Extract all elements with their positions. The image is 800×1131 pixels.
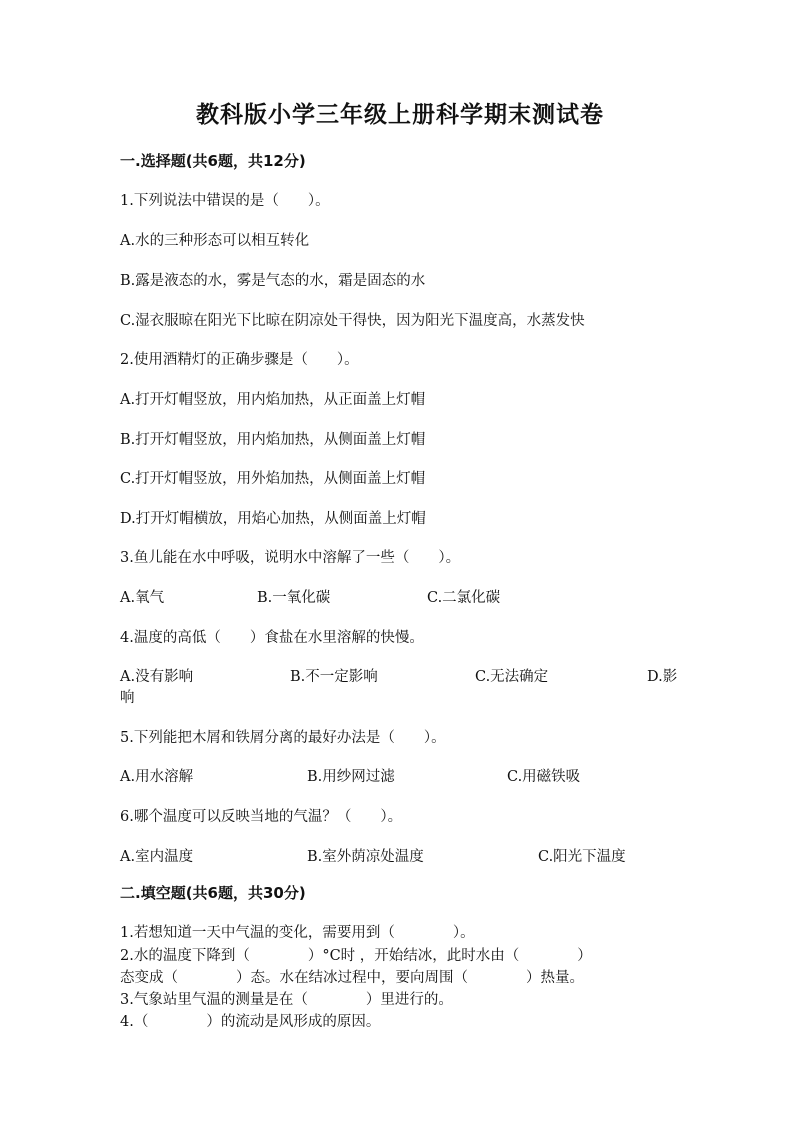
question-option: C.无法确定 — [475, 669, 549, 685]
question-stem: 2.使用酒精灯的正确步骤是（ ）。 — [120, 352, 359, 368]
section-heading-fill: 二.填空题(共6题，共30分) — [120, 884, 306, 902]
question-option: B.用纱网过滤 — [307, 769, 395, 785]
question-option: D.打开灯帽横放，用焰心加热，从侧面盖上灯帽 — [120, 511, 426, 527]
question-option: C.用磁铁吸 — [507, 769, 581, 785]
question-option: B.一氧化碳 — [257, 590, 331, 606]
question-option: B.室外荫凉处温度 — [307, 849, 424, 865]
question-option: D.影 — [647, 669, 678, 685]
option-row — [120, 586, 680, 608]
fill-question-line: 2.水的温度下降到（ ）°C时 ，开始结冰，此时水由（ ） — [120, 948, 592, 964]
fill-question-line: 态变成（ ）态。水在结冰过程中，要向周围（ ）热量。 — [120, 970, 584, 986]
question-option: A.水的三种形态可以相互转化 — [120, 233, 310, 249]
question-option: C.打开灯帽竖放，用外焰加热，从侧面盖上灯帽 — [120, 471, 426, 487]
question-option: C.阳光下温度 — [538, 849, 626, 865]
option-row — [120, 665, 680, 687]
question-option: C.湿衣服晾在阳光下比晾在阴凉处干得快，因为阳光下温度高，水蒸发快 — [120, 313, 585, 329]
fill-question-line: 3.气象站里气温的测量是在（ ）里进行的。 — [120, 992, 453, 1008]
question-option: A.打开灯帽竖放，用内焰加热，从正面盖上灯帽 — [120, 392, 426, 408]
question-option: A.用水溶解 — [120, 769, 194, 785]
question-option: B.露是液态的水，雾是气态的水，霜是固态的水 — [120, 273, 426, 289]
question-option: A.室内温度 — [120, 849, 194, 865]
question-option: A.氧气 — [120, 590, 165, 606]
question-stem: 1.下列说法中错误的是（ ）。 — [120, 193, 330, 209]
question-stem: 6.哪个温度可以反映当地的气温？（ ）。 — [120, 809, 403, 825]
question-option: B.不一定影响 — [290, 669, 378, 685]
question-option: C.二氯化碳 — [427, 590, 501, 606]
fill-question-line: 1.若想知道一天中气温的变化，需要用到（ ）。 — [120, 925, 475, 941]
option-row — [120, 845, 680, 867]
fill-question-line: 4.（ ）的流动是风形成的原因。 — [120, 1014, 381, 1030]
option-row — [120, 765, 680, 787]
question-stem: 4.温度的高低（ ）食盐在水里溶解的快慢。 — [120, 630, 424, 646]
question-stem: 3.鱼儿能在水中呼吸，说明水中溶解了一些（ ）。 — [120, 550, 461, 566]
question-option: A.没有影响 — [120, 669, 194, 685]
section-heading-choice: 一.选择题(共6题，共12分) — [120, 152, 306, 170]
question-option-wrap: 响 — [120, 690, 135, 706]
question-stem: 5.下列能把木屑和铁屑分离的最好办法是（ ）。 — [120, 730, 446, 746]
question-option: B.打开灯帽竖放，用内焰加热，从侧面盖上灯帽 — [120, 432, 426, 448]
page-title: 教科版小学三年级上册科学期末测试卷 — [196, 102, 604, 128]
